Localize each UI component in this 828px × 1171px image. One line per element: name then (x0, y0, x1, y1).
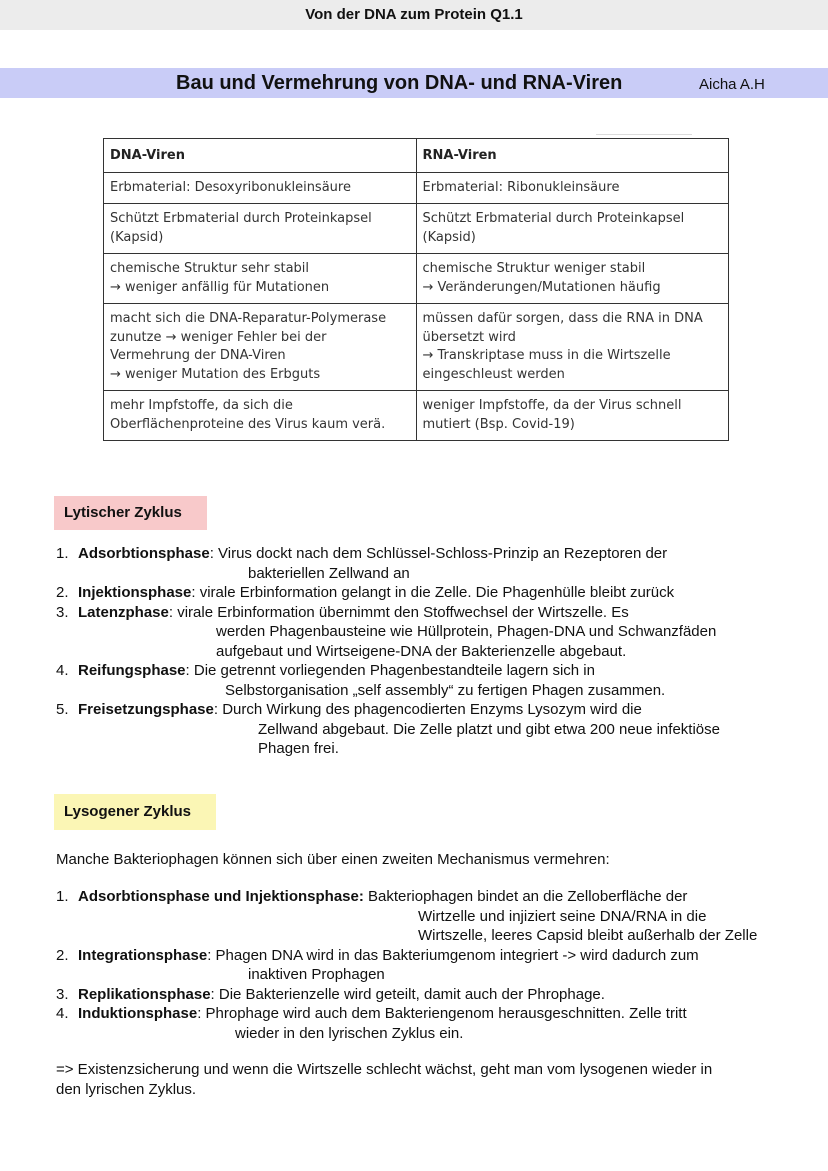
step-first-line (78, 603, 720, 623)
cell-text-line: chemische Struktur sehr stabil (110, 261, 310, 276)
step-description: : virale Erbinformation übernimmt den Stoffwechsel der Wirtszelle. Es (168, 603, 629, 621)
table-cell-dna (104, 391, 417, 441)
list-item (56, 544, 720, 583)
table-row (104, 254, 729, 304)
cell-text-line: übersetzt wird (422, 329, 516, 345)
step-term: Reifungsphase (78, 662, 186, 679)
step-term: Adsorbtionsphase (78, 545, 210, 562)
step-continuation: Wirtzelle und injiziert seine DNA/RNA in die (418, 907, 707, 925)
table-header-row (104, 139, 729, 173)
step-continuation: Selbstorganisation „self assembly“ zu fertigen Phagen zusammen. (225, 681, 666, 699)
table-cell-dna (104, 172, 417, 204)
step-continuation: Wirtszelle, leeres Capsid bleibt außerhalb der Zelle (418, 927, 758, 944)
step-continuation: werden Phagenbausteine wie Hüllprotein, Phagen-DNA und Schwanzfäden (216, 623, 717, 640)
list-item (56, 603, 720, 662)
step-number: 4. (56, 1005, 69, 1022)
cell-text-line: → weniger Mutation des Erbguts (110, 366, 321, 382)
step-description: : Durch Wirkung des phagencodierten Enzyms Lysozym wird die (213, 701, 642, 718)
step-description: : Die getrennt vorliegenden Phagenbestandteile lagern sich in (185, 662, 595, 679)
cell-text-line: chemische Struktur weniger stabil (422, 261, 646, 276)
step-number: 5. (56, 701, 69, 718)
list-item (56, 1004, 757, 1043)
cell-text-line: weniger Impfstoffe, da der Virus schnell (422, 398, 682, 413)
comparison-table (103, 138, 729, 441)
step-term: Freisetzungsphase (78, 701, 214, 718)
cell-text-line: Oberflächenproteine des Virus kaum verä. (110, 416, 386, 432)
step-term: Adsorbtionsphase und Injektionsphase: (78, 888, 364, 905)
lysogenic-steps-list (56, 887, 757, 1043)
table-cell-rna (416, 204, 729, 254)
author-name: Aicha A.H (699, 76, 765, 93)
step-continuation: inaktiven Prophagen (248, 966, 385, 983)
step-term: Injektionsphase (78, 584, 192, 601)
list-item (56, 583, 720, 603)
step-first-line (78, 1004, 757, 1024)
cell-text-line: eingeschleust werden (422, 366, 565, 382)
step-first-line (78, 985, 757, 1005)
course-header: Von der DNA zum Protein Q1.1 (0, 0, 828, 30)
cell-text-line: → Transkriptase muss in die Wirtszelle (422, 348, 671, 363)
cell-text-line: Vermehrung der DNA-Viren (110, 348, 286, 363)
table-row (104, 391, 729, 441)
step-term: Integrationsphase (78, 946, 208, 964)
step-continuation: Zellwand abgebaut. Die Zelle platzt und gibt etwa 200 neue infektiöse (258, 720, 720, 738)
divider (596, 134, 692, 135)
step-first-line (78, 583, 720, 603)
step-number: 2. (56, 584, 69, 601)
cell-text-line: → Veränderungen/Mutationen häufig (422, 279, 661, 295)
table-body (104, 172, 729, 441)
cell-text-line: Erbmaterial: Ribonukleinsäure (422, 179, 620, 195)
step-first-line (78, 661, 720, 681)
step-number: 3. (56, 603, 69, 621)
step-number: 1. (56, 545, 69, 562)
step-first-line (78, 946, 757, 966)
table-cell-rna (416, 172, 729, 204)
cell-text-line: müssen dafür sorgen, dass die RNA in DNA (422, 311, 703, 326)
table-cell-dna (104, 304, 417, 391)
list-item (56, 661, 720, 700)
list-item (56, 985, 757, 1005)
table-cell-rna (416, 254, 729, 304)
table-row (104, 172, 729, 204)
step-continuation: aufgebaut und Wirtseigene-DNA der Bakterienzelle abgebaut. (216, 642, 627, 660)
cell-text-line: zunutze → weniger Fehler bei der (110, 329, 327, 345)
step-term: Latenzphase (78, 603, 169, 621)
step-number: 1. (56, 888, 69, 905)
cell-text-line: Erbmaterial: Desoxyribonukleinsäure (110, 179, 351, 195)
step-first-line (78, 700, 720, 720)
lysogenic-cycle-label: Lysogener Zyklus (54, 794, 216, 830)
table-cell-dna (104, 254, 417, 304)
step-first-line (78, 887, 757, 907)
table-cell-rna (416, 304, 729, 391)
step-continuation: Phagen frei. (258, 740, 339, 757)
lysogenic-intro: Manche Bakteriophagen können sich über einen zweiten Mechanismus vermehren: (56, 851, 610, 868)
list-item (56, 946, 757, 985)
cell-text-line: macht sich die DNA-Reparatur-Polymerase (110, 311, 387, 326)
table-cell-dna (104, 204, 417, 254)
list-item (56, 887, 757, 946)
conclusion-line: => Existenzsicherung und wenn die Wirtszelle schlecht wächst, geht man vom lysogenen wieder in (56, 1061, 713, 1078)
conclusion-line: den lyrischen Zyklus. (56, 1081, 197, 1098)
lytic-cycle-label: Lytischer Zyklus (54, 496, 207, 530)
conclusion (56, 1060, 712, 1100)
list-item (56, 700, 720, 759)
table-row (104, 304, 729, 391)
step-description: : virale Erbinformation gelangt in die Zelle. Die Phagenhülle bleibt zurück (191, 584, 675, 601)
step-description: Bakteriophagen bindet an die Zelloberfläche der (363, 888, 688, 905)
step-number: 3. (56, 985, 69, 1003)
step-number: 4. (56, 662, 69, 679)
step-description: : Die Bakterienzelle wird geteilt, damit auch der Phrophage. (210, 985, 605, 1003)
step-number: 2. (56, 946, 69, 964)
step-term: Induktionsphase (78, 1005, 198, 1022)
step-description: : Phagen DNA wird in das Bakteriumgenom integriert -> wird dadurch zum (207, 946, 699, 964)
step-description: : Phrophage wird auch dem Bakteriengenom herausgeschnitten. Zelle tritt (197, 1005, 687, 1022)
document-title: Bau und Vermehrung von DNA- und RNA-Viren (176, 72, 623, 94)
table-row (104, 204, 729, 254)
cell-text-line: Schützt Erbmaterial durch Proteinkapsel (422, 211, 685, 226)
step-description: : Virus dockt nach dem Schlüssel-Schloss-Prinzip an Rezeptoren der (209, 545, 668, 562)
step-continuation: wieder in den lyrischen Zyklus ein. (235, 1024, 464, 1042)
cell-text-line: → weniger anfällig für Mutationen (110, 279, 330, 295)
lytic-steps-list (56, 544, 720, 759)
cell-text-line: (Kapsid) (422, 229, 476, 245)
column-header-rna: RNA-Viren (416, 139, 729, 173)
step-continuation: bakteriellen Zellwand an (248, 564, 410, 582)
cell-text-line: mutiert (Bsp. Covid-19) (422, 416, 575, 432)
table-cell-rna (416, 391, 729, 441)
cell-text-line: Schützt Erbmaterial durch Proteinkapsel (110, 211, 372, 226)
column-header-dna: DNA-Viren (104, 139, 417, 173)
step-first-line (78, 544, 720, 564)
cell-text-line: mehr Impfstoffe, da sich die (110, 398, 293, 413)
cell-text-line: (Kapsid) (110, 229, 164, 245)
step-term: Replikationsphase (78, 985, 211, 1003)
